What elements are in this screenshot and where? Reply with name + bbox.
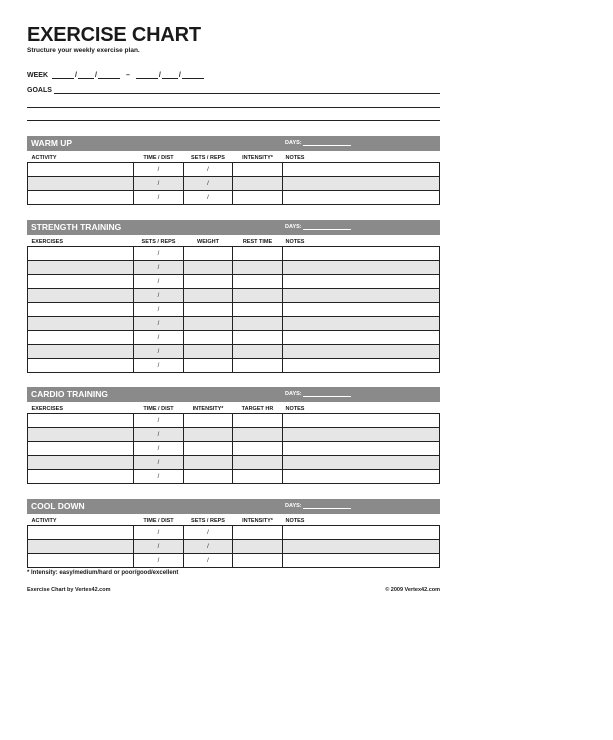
section-header [27,387,440,402]
table-cell[interactable] [28,163,134,177]
week-start-year-blank[interactable] [98,70,120,79]
table-cell[interactable] [184,331,233,345]
goals-line-3[interactable] [27,120,440,121]
section-title: COOL DOWN [31,501,85,511]
column-header: ACTIVITY [28,514,134,526]
table-row [28,442,440,456]
strength-table [27,235,440,373]
table-row [28,526,440,540]
page-subtitle: Structure your weekly exercise plan. [27,47,140,54]
days-blank[interactable] [303,390,351,397]
intensity-footnote: * Intensity: easy/medium/hard or poor/good/excellent [27,570,179,576]
table-cell[interactable] [233,317,283,331]
table-cell[interactable] [28,428,134,442]
table-row [28,428,440,442]
table-row [28,163,440,177]
table-cell[interactable] [233,275,283,289]
table-cell[interactable] [28,470,134,484]
week-start-month-blank[interactable] [52,70,74,79]
table-cell[interactable] [28,177,134,191]
slash: / [158,72,161,79]
column-header: SETS / REPS [184,151,233,163]
week-dash: – [126,72,130,79]
table-cell[interactable] [184,442,233,456]
table-cell[interactable] [283,177,440,191]
table-cell[interactable] [283,247,440,261]
table-cell[interactable]: / [184,163,233,177]
column-header: TIME / DIST [134,514,184,526]
table-cell[interactable] [28,526,134,540]
cooldown-section [27,499,440,568]
table-cell[interactable] [233,428,283,442]
table-cell[interactable] [283,414,440,428]
table-cell[interactable] [184,414,233,428]
table-cell[interactable]: / [134,456,184,470]
table-cell[interactable]: / [184,191,233,205]
table-cell[interactable] [184,359,233,373]
table-row [28,177,440,191]
table-cell[interactable] [233,554,283,568]
cardio-section [27,387,440,484]
days-field[interactable] [285,139,351,146]
days-label: DAYS: [285,503,302,509]
table-cell[interactable]: / [134,289,184,303]
table-cell[interactable] [233,470,283,484]
table-cell[interactable] [28,317,134,331]
table-row [28,303,440,317]
table-cell[interactable] [28,303,134,317]
table-cell[interactable] [233,540,283,554]
table-cell[interactable] [233,456,283,470]
table-cell[interactable] [28,247,134,261]
table-cell[interactable]: / [134,526,184,540]
days-field[interactable] [285,390,351,397]
goals-line-1[interactable] [54,85,440,94]
week-end-year-blank[interactable] [182,70,204,79]
days-field[interactable] [285,502,351,509]
table-cell[interactable] [184,470,233,484]
section-header [27,220,440,235]
table-cell[interactable] [184,303,233,317]
table-cell[interactable] [28,540,134,554]
column-header: SETS / REPS [134,235,184,247]
table-cell[interactable]: / [134,191,184,205]
goals-field [27,85,440,94]
column-header: TIME / DIST [134,402,184,414]
days-label: DAYS: [285,224,302,230]
table-cell[interactable] [283,554,440,568]
table-cell[interactable]: / [134,303,184,317]
table-cell[interactable]: / [134,428,184,442]
table-cell[interactable]: / [134,345,184,359]
table-cell[interactable]: / [134,470,184,484]
table-cell[interactable] [184,247,233,261]
table-cell[interactable]: / [134,540,184,554]
table-cell[interactable] [283,261,440,275]
table-cell[interactable] [184,289,233,303]
table-cell[interactable] [28,275,134,289]
days-label: DAYS: [285,140,302,146]
table-cell[interactable] [283,359,440,373]
section-header [27,499,440,514]
table-row [28,261,440,275]
column-header: INTENSITY* [184,402,233,414]
table-cell[interactable]: / [134,163,184,177]
table-row [28,275,440,289]
column-header: ACTIVITY [28,151,134,163]
column-header: TARGET HR [233,402,283,414]
days-blank[interactable] [303,502,351,509]
days-blank[interactable] [303,139,351,146]
section-title: WARM UP [31,138,73,148]
table-cell[interactable] [233,414,283,428]
goals-line-2[interactable] [27,107,440,108]
table-cell[interactable] [233,303,283,317]
table-cell[interactable]: / [134,331,184,345]
table-cell[interactable] [283,428,440,442]
strength-section [27,220,440,373]
table-cell[interactable] [184,275,233,289]
table-cell[interactable]: / [134,359,184,373]
column-header: NOTES [283,151,440,163]
week-field [27,70,204,79]
table-cell[interactable] [233,289,283,303]
table-row [28,289,440,303]
week-label: WEEK [27,72,48,79]
section-title: STRENGTH TRAINING [31,222,122,232]
table-cell[interactable] [233,163,283,177]
table-cell[interactable]: / [134,247,184,261]
column-header: WEIGHT [184,235,233,247]
table-cell[interactable] [233,191,283,205]
table-cell[interactable] [233,261,283,275]
table-cell[interactable] [28,331,134,345]
table-cell[interactable]: / [134,442,184,456]
section-title: CARDIO TRAINING [31,389,108,399]
table-cell[interactable] [233,177,283,191]
table-cell[interactable]: / [134,275,184,289]
column-header: INTENSITY* [233,151,283,163]
warmup-table [27,151,440,205]
column-header: NOTES [283,235,440,247]
table-cell[interactable] [283,442,440,456]
column-header: INTENSITY* [233,514,283,526]
table-cell[interactable] [283,163,440,177]
column-header: EXERCISES [28,235,134,247]
column-header: NOTES [283,402,440,414]
table-cell[interactable] [283,317,440,331]
table-cell[interactable]: / [184,177,233,191]
page-title: EXERCISE CHART [27,24,201,46]
goals-label: GOALS [27,87,52,94]
table-cell[interactable] [283,456,440,470]
table-cell[interactable] [283,470,440,484]
table-cell[interactable] [283,289,440,303]
exercise-chart-page [27,24,440,593]
table-cell[interactable] [283,275,440,289]
table-row [28,470,440,484]
table-cell[interactable]: / [134,414,184,428]
column-header: REST TIME [233,235,283,247]
table-cell[interactable] [283,345,440,359]
cardio-table [27,402,440,484]
days-blank[interactable] [303,223,351,230]
table-row [28,317,440,331]
footer-copyright: © 2009 Vertex42.com [385,587,440,593]
column-header: EXERCISES [28,402,134,414]
column-header: SETS / REPS [184,514,233,526]
table-row [28,359,440,373]
table-cell[interactable] [283,191,440,205]
slash: / [95,72,97,79]
slash: / [75,72,77,79]
days-label: DAYS: [285,391,302,397]
table-cell[interactable] [28,359,134,373]
table-cell[interactable] [283,540,440,554]
week-start-day-blank[interactable] [78,70,94,79]
table-row [28,345,440,359]
table-cell[interactable]: / [134,317,184,331]
table-cell[interactable] [233,331,283,345]
table-row [28,191,440,205]
section-header [27,136,440,151]
table-cell[interactable] [28,289,134,303]
table-cell[interactable] [184,456,233,470]
table-row [28,456,440,470]
table-cell[interactable] [233,247,283,261]
week-end-day-blank[interactable] [162,70,178,79]
footer-credit: Exercise Chart by Vertex42.com [27,587,111,593]
table-cell[interactable]: / [134,554,184,568]
table-cell[interactable]: / [134,261,184,275]
table-row [28,540,440,554]
table-cell[interactable] [28,414,134,428]
table-row [28,414,440,428]
table-cell[interactable] [28,191,134,205]
week-end-month-blank[interactable] [136,70,158,79]
table-cell[interactable]: / [134,177,184,191]
table-cell[interactable] [283,303,440,317]
table-row [28,331,440,345]
table-cell[interactable]: / [184,540,233,554]
cooldown-table [27,514,440,568]
table-cell[interactable] [184,428,233,442]
column-header: NOTES [283,514,440,526]
days-field[interactable] [285,223,351,230]
warmup-section [27,136,440,205]
table-cell[interactable] [184,345,233,359]
table-cell[interactable] [28,554,134,568]
slash: / [178,72,181,79]
table-cell[interactable] [28,456,134,470]
table-cell[interactable] [233,359,283,373]
table-cell[interactable] [233,345,283,359]
table-cell[interactable] [28,442,134,456]
table-cell[interactable] [233,526,283,540]
table-cell[interactable] [184,317,233,331]
table-cell[interactable] [283,526,440,540]
table-cell[interactable] [28,261,134,275]
table-cell[interactable] [283,331,440,345]
table-cell[interactable] [184,261,233,275]
table-row [28,554,440,568]
table-cell[interactable]: / [184,554,233,568]
column-header: TIME / DIST [134,151,184,163]
table-cell[interactable]: / [184,526,233,540]
table-cell[interactable] [233,442,283,456]
table-cell[interactable] [28,345,134,359]
table-row [28,247,440,261]
